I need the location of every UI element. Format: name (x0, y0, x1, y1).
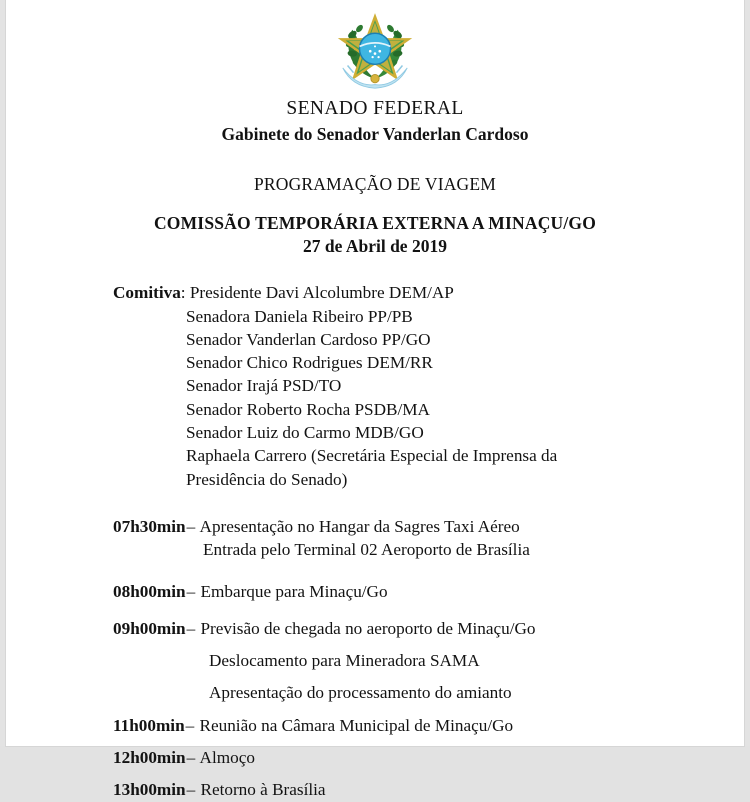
page-title: COMISSÃO TEMPORÁRIA EXTERNA A MINAÇU/GO (153, 213, 597, 234)
delegation-member-3: Senador Chico Rodrigues DEM/RR (186, 353, 433, 373)
delegation-member-0: Presidente Davi Alcolumbre DEM/AP (189, 283, 454, 303)
schedule-time-2: 09h00min (113, 618, 186, 638)
spacer (113, 769, 714, 778)
delegation-member-7-continued: Presidência do Senado) (186, 469, 348, 489)
schedule-item-5 (113, 778, 714, 801)
brazil-coat-of-arms-icon (339, 13, 411, 87)
institution-title: SENADO FEDERAL (286, 98, 464, 119)
schedule-text-2: Previsão de chegada no aeroporto de Minaçu/Go (200, 618, 536, 638)
delegation-first-line (113, 281, 714, 304)
schedule-time-3: 11h00min (113, 715, 185, 735)
schedule-dash-1: – (186, 582, 196, 602)
schedule-subline-apresentacao: Apresentação do processamento do amianto (209, 683, 512, 703)
spacer (113, 604, 714, 617)
schedule-subline-deslocamento: Deslocamento para Mineradora SAMA (209, 651, 480, 671)
spacer (113, 561, 714, 580)
schedule-dash-0: – (186, 516, 196, 536)
schedule-time-5: 13h00min (113, 780, 186, 800)
schedule-dash-2: – (186, 618, 196, 638)
schedule-text-0: Apresentação no Hangar da Sagres Taxi Aéreo (199, 516, 520, 536)
schedule-item-2 (113, 617, 714, 640)
office-title: Gabinete do Senador Vanderlan Cardoso (221, 123, 529, 144)
spacer (113, 705, 714, 714)
schedule-item-4 (113, 746, 714, 769)
document-date: 27 de Abril de 2019 (303, 235, 447, 256)
schedule-time-0: 07h30min (113, 516, 186, 536)
schedule-text-4: Almoço (199, 747, 255, 767)
schedule-text-1: Embarque para Minaçu/Go (200, 582, 388, 602)
document-body (6, 281, 744, 801)
spacer (113, 640, 714, 649)
delegation-member-1: Senadora Daniela Ribeiro PP/PB (186, 306, 413, 326)
emblem-container (6, 0, 744, 87)
schedule-time-4: 12h00min (113, 747, 186, 767)
schedule-item-0 (113, 515, 714, 538)
delegation-block (113, 281, 714, 491)
schedule-text-3: Reunião na Câmara Municipal de Minaçu/Go (199, 715, 514, 735)
delegation-member-2: Senador Vanderlan Cardoso PP/GO (186, 329, 431, 349)
delegation-member-4: Senador Irajá PSD/TO (186, 376, 342, 396)
delegation-member-7: Raphaela Carrero (Secretária Especial de Imprensa da (186, 446, 558, 466)
delegation-member-5: Senador Roberto Rocha PSDB/MA (186, 399, 430, 419)
delegation-label: Comitiva (113, 283, 181, 303)
document-kicker: PROGRAMAÇÃO DE VIAGEM (253, 174, 497, 195)
schedule-item-1 (113, 580, 714, 603)
schedule-time-1: 08h00min (113, 582, 186, 602)
delegation-member-6: Senador Luiz do Carmo MDB/GO (186, 422, 424, 442)
schedule-item-3 (113, 714, 714, 737)
schedule-block (113, 515, 714, 802)
schedule-subline-entrada: Entrada pelo Terminal 02 Aeroporto de Brasília (203, 540, 530, 560)
schedule-dash-5: – (186, 780, 196, 800)
spacer (113, 672, 714, 681)
schedule-dash-4: – (186, 747, 196, 767)
schedule-text-5: Retorno à Brasília (200, 780, 326, 800)
delegation-separator: : (180, 283, 190, 303)
document-page (6, 0, 744, 800)
schedule-dash-3: – (185, 715, 195, 735)
spacer (113, 737, 714, 746)
